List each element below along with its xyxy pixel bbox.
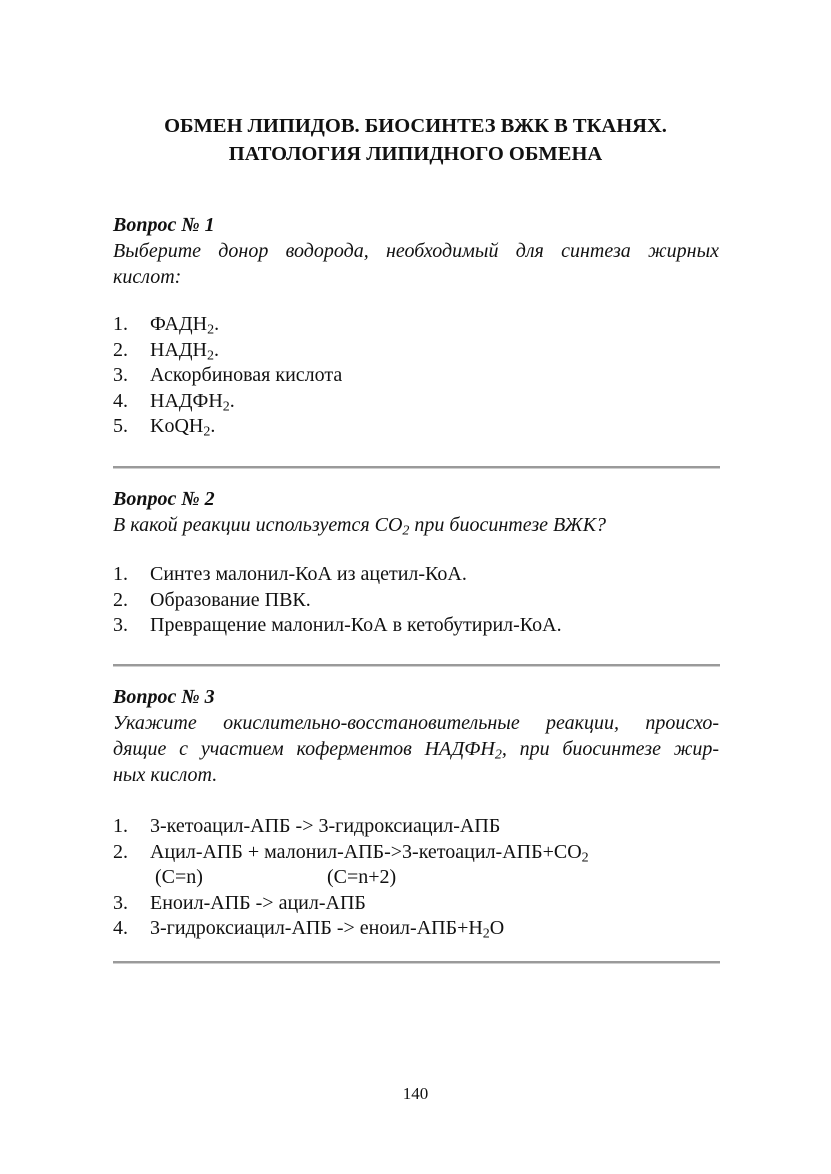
answer-number: 5.: [113, 415, 128, 437]
answer-text: Еноил-АПБ -> ацил-АПБ: [150, 891, 366, 914]
answer-text: KoQH$_2$.: [150, 415, 216, 440]
answer-text: $НАДН_2$.: [150, 338, 219, 363]
carbon-count-left: (C=n): [155, 866, 203, 888]
section-divider: [113, 466, 720, 468]
question-3-heading: Вопрос № 3: [113, 686, 215, 708]
answer-text: Ацил-АПБ + малонил-$АПБ->3-кетоацил-АПБ+СО_2$: [150, 840, 589, 865]
page-number: 140: [402, 1084, 429, 1103]
question-2-answers: [113, 562, 719, 639]
answer-option: [113, 414, 719, 440]
question-3-answers-continued: [113, 891, 719, 942]
answer-text: 3-кетоацил-АПБ -> 3-гидроксиацил-АПБ: [150, 815, 501, 837]
question-3: [113, 684, 719, 942]
question-1-answers: [113, 312, 719, 440]
answer-number: 1.: [113, 313, 128, 335]
answer-number: 3.: [113, 891, 128, 914]
question-1-text-line-1: Выберите донор водорода, необходимый для синтеза жирных: [113, 240, 719, 262]
answer-number: 1.: [113, 815, 128, 837]
question-3-text-line-2: дящие с участием коферментов $НАДФН_2$, при биосинтезе жир-: [113, 738, 720, 763]
answer-text: Образование ПВК.: [150, 588, 311, 611]
title-line-1: ОБМЕН ЛИПИДОВ. БИОСИНТЕЗ ВЖК В ТКАНЯХ.: [164, 115, 667, 137]
answer-option: [113, 338, 719, 364]
answer-option: [113, 891, 719, 917]
question-3-text-line-3: ных кислот.: [113, 764, 218, 786]
answer-text: Синтез малонил-КоА из ацетил-КоА.: [150, 563, 467, 585]
section-divider: [113, 664, 720, 666]
question-2-text: В какой реакции используется $СО_2$ при биосинтезе ВЖК?: [113, 514, 607, 539]
carbon-count-right: (C=n+2): [327, 866, 397, 888]
question-3-answers: [113, 814, 719, 865]
answer-option: [113, 613, 719, 639]
answer-option: [113, 916, 719, 942]
answer-option: [113, 840, 719, 866]
answer-option: [113, 588, 719, 614]
answer-number: 3.: [113, 364, 128, 386]
answer-number: 4.: [113, 917, 128, 939]
answer-text: Аскорбиновая кислота: [150, 364, 343, 386]
answer-number: 4.: [113, 389, 128, 412]
page-title: [0, 112, 831, 168]
answer-2-subscript-row: [113, 865, 719, 891]
answer-number: 2.: [113, 338, 128, 361]
section-divider: [113, 961, 720, 963]
answer-number: 1.: [113, 563, 128, 585]
answer-text: $НАДФН_2$.: [150, 389, 235, 414]
answer-text: 3-гидроксиацил-АПБ -> еноил-$АПБ+Н_2О$: [150, 917, 505, 942]
answer-option: [113, 814, 719, 840]
answer-number: 2.: [113, 840, 128, 863]
question-1-text: [113, 238, 719, 290]
answer-option: [113, 312, 719, 338]
question-1-text-line-2: кислот:: [113, 266, 182, 288]
question-2: [113, 486, 719, 639]
answer-text: Превращение малонил-КоА в кетобутирил-КоА.: [150, 614, 562, 636]
answer-option: [113, 363, 719, 389]
question-2-heading: Вопрос № 2: [113, 488, 215, 510]
question-3-text: [113, 710, 719, 788]
question-1: [113, 212, 719, 440]
question-1-heading: Вопрос № 1: [113, 214, 215, 236]
answer-option: [113, 389, 719, 415]
question-3-text-line-1: Укажите окислительно-восстановительные реакции, происхо-: [113, 712, 719, 734]
answer-option: [113, 562, 719, 588]
answer-number: 3.: [113, 614, 128, 636]
title-line-2: ПАТОЛОГИЯ ЛИПИДНОГО ОБМЕНА: [228, 143, 603, 165]
answer-number: 2.: [113, 588, 128, 611]
answer-text: $ФАДН_2$.: [150, 313, 220, 338]
